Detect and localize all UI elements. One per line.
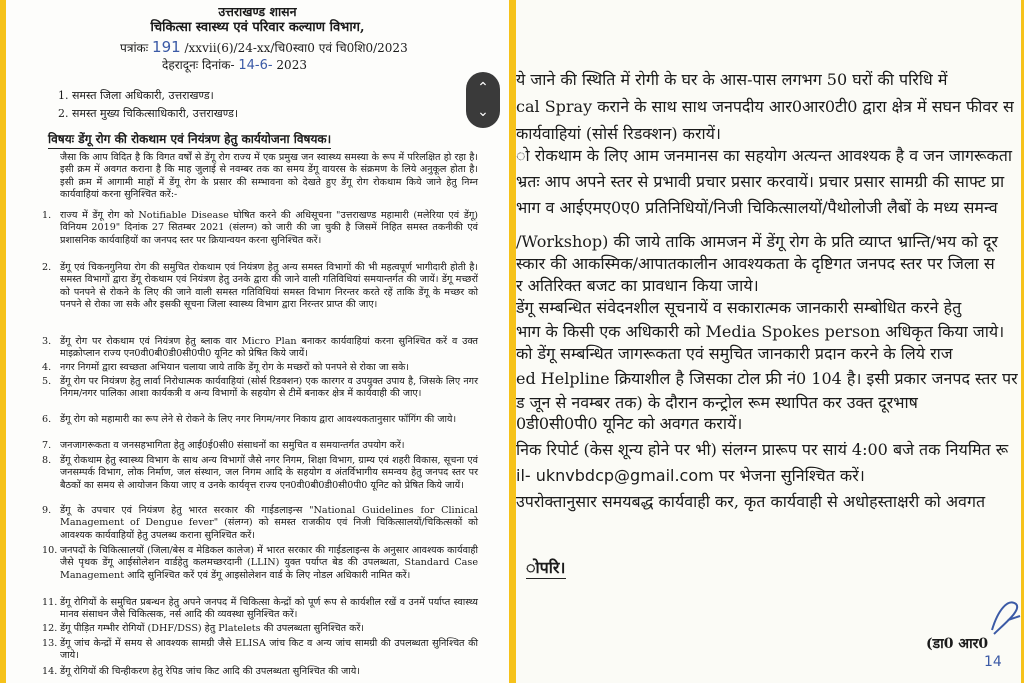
right-line: निक रिपोर्ट (केस शून्य होने पर भी) संलग्न प्रारूप पर सायं 4:00 बजे तक नियमित रू — [516, 440, 1009, 459]
item-number: 3. — [42, 336, 52, 347]
item-number: 7. — [42, 440, 52, 451]
chevron-down-icon[interactable]: ⌄ — [477, 104, 489, 120]
signatory-name: (डा0 आर0 — [926, 636, 989, 652]
right-line: र अतिरिक्त बजट का प्रावधान किया जाये। — [516, 276, 759, 295]
list-item — [42, 362, 478, 374]
right-line: भाग के किसी एक अधिकारी को Media Spokes person अधिकृत किया जाये। — [516, 322, 1005, 341]
item-text: डेंगू रोग को महामारी का रूप लेने से रोकने के लिए नगर निगम/नगर निकाय द्वारा आवश्यकतानुसार फॉगिंग की जाये। — [60, 414, 457, 425]
item-number: 14. — [42, 666, 58, 677]
item-number: 6. — [42, 414, 52, 425]
list-item — [42, 376, 478, 401]
item-text: डेंगू रोग पर नियंत्रण हेतु लार्वा निरोधात्मक कार्यवाहियां (सोर्स रिडक्शन) एक कारगर व उपयुक्त उपाय है, जिसके लिए नगर निगम/नगर पालिका आशा कार्यकत्री व अन्य विभागों के सहयोग से टीमें बनाकर क्षेत्र में कार्यवाही की जाए। — [60, 376, 478, 400]
date-year: 2023 — [276, 58, 307, 72]
list-item — [42, 336, 478, 361]
item-number: 9. — [42, 505, 52, 516]
item-number: 2. — [42, 262, 52, 273]
item-number: 1. — [42, 210, 52, 221]
addressee-1: 1. समस्त जिला अधिकारी, उत्तराखण्ड। — [58, 89, 214, 102]
right-line: उपरोक्तानुसार समयबद्ध कार्यवाही कर, कृत कार्यवाही से अधोहस्ताक्षरी को अवगत — [516, 492, 986, 511]
list-item — [42, 414, 478, 426]
date-prefix: देहरादूनः दिनांक- — [162, 58, 235, 72]
right-line: cal Spray कराने के साथ साथ जनपदीय आर0आर0टी0 द्वारा क्षेत्र में सघन फीवर स — [516, 97, 1014, 116]
ref-suffix: /xxvii(6)/24-xx/चि0स्वा0 एवं चि0शि0/2023 — [184, 41, 408, 55]
right-line: ड जून से नवम्बर तक) के दौरान कन्ट्रोल रूम स्थापित कर उक्त दूरभाष — [516, 393, 918, 412]
item-text: डेंगू एवं चिकनगुनिया रोग की समुचित रोकथाम एवं नियंत्रण हेतु अन्य समस्त विभागों की भी महत्वपूर्ण भागीदारी होती है। समस्त विभागों द्वारा डेंगू रोकथाम एवं नियंत्रण हेतु उनके द्वारा की जाने वाली गतिविधियां समयान्तर्गत की जायें। डेंगू मच्छरों को पनपने से रोकने के लिए की जाने वाली समस्त गतिविधियां समस्त विभाग निरन्तर करते रहें ताकि डेंगू के मच्छर को पनपने से रोका जा सके और इसकी सूचना जिला स्वास्थ्य विभाग द्वारा निरन्तर प्राप्त की जाए। — [60, 262, 478, 311]
list-item — [42, 545, 478, 582]
list-item — [42, 210, 478, 247]
item-number: 4. — [42, 362, 52, 373]
ref-number-handwritten: 191 — [152, 38, 181, 56]
date-line — [162, 56, 307, 73]
right-line: ये जाने की स्थिति में रोगी के घर के आस-पास लगभग 50 घरों की परिधि में — [516, 70, 948, 89]
item-number: 13. — [42, 638, 58, 649]
right-line: /Workshop) की जाये ताकि आमजन में डेंगू रोग के प्रति व्याप्त भ्रान्ति/भय को दूर — [516, 232, 998, 251]
list-item — [42, 623, 478, 635]
item-number: 11. — [42, 597, 58, 608]
department-header: चिकित्सा स्वास्थ्य एवं परिवार कल्याण विभाग, — [150, 20, 365, 35]
item-number: 8. — [42, 455, 52, 466]
item-text: डेंगू रोगियों के समुचित प्रबन्धन हेतु अपने जनपद में चिकित्सा केन्द्रों को पूर्ण रूप से कार्यशील रखें व उनमें पर्याप्त स्वास्थ्य मानव संसाधन जैसे चिकित्सक, नर्स आदि की व्यवस्था सुनिश्चित करें। — [60, 597, 478, 621]
item-text: डेंगू रोकथाम हेतु स्वास्थ्य विभाग के साथ अन्य विभागों जैसे नगर निगम, शिक्षा विभाग, ग्राम्य एवं शहरी विकास, सूचना एवं जनसम्पर्क विभाग, लोक निर्माण, जल संस्थान, जल निगम आदि के सहयोग व अंतर्विभागीय समन्वय हेतु जनपद स्तर पर बैठकों का समय से आयोजन किया जाए व उनके कार्यवृत्त राज्य एन0वी0बी0डी0सी0पी0 यूनिट को प्रेषित किये जायें। — [60, 455, 478, 491]
list-item — [42, 455, 478, 492]
ref-prefix: पत्रांकः — [120, 41, 149, 55]
right-line: डेंगू सम्बन्धित संवेदनशील सूचनायें व सकारात्मक जानकारी सम्बोधित करने हेतु — [516, 298, 962, 317]
list-item — [42, 597, 478, 622]
signature-mark — [986, 590, 1021, 640]
right-line: को डेंगू सम्बन्धित जागरूकता एवं समुचित जानकारी प्रदान करने के लिये राज — [516, 344, 953, 363]
addressee-2: 2. समस्त मुख्य चिकित्साधिकारी, उत्तराखण्ड। — [58, 107, 239, 120]
closing-text: ोपरि। — [526, 558, 566, 577]
chevron-up-icon[interactable]: ⌃ — [477, 80, 489, 96]
item-number: 5. — [42, 376, 52, 387]
item-number: 10. — [42, 545, 58, 556]
left-document-page — [6, 0, 509, 683]
right-line: ो रोकथाम के लिए आम जनमानस का सहयोग अत्यन्त आवश्यक है व जन जागरूकता — [516, 146, 1013, 165]
right-line: भाग व आईएमए0ए0 प्रतिनिधियों/निजी चिकित्सालयों/पैथोलोजी लैबों के मध्य समन्व — [516, 198, 998, 217]
right-line: कार्यवाहियां (सोर्स रिडक्शन) करायें। — [516, 124, 721, 143]
item-text: नगर निगमों द्वारा स्वच्छता अभियान चलाया जाये ताकि डेंगू रोग के मच्छरों को पनपने से रोका जा सके। — [60, 362, 409, 373]
page-navigation-control — [466, 72, 500, 128]
item-text: राज्य में डेंगू रोग को Notifiable Disease घोषित करने की अधिसूचना "उत्तराखण्ड महामारी (मलेरिया एवं डेंगू) विनियम 2019" दिनांक 27 सितम्बर 2021 (संलग्न) को जारी की जा चुकी है जिसमें निहित समस्त तकनीकी एवं प्रशासनिक कार्यवाहियों का जनपद स्तर पर क्रियान्वयन करना सुनिश्चित करें। — [60, 210, 478, 246]
list-item — [42, 505, 478, 542]
subject-line: विषयः डेंगू रोग की रोकथाम एवं नियंत्रण हेतु कार्ययोजना विषयक। — [48, 130, 331, 149]
item-text: डेंगू के उपचार एवं नियंत्रण हेतु भारत सरकार की गाईडलाइन्स "National Guidelines for Clinical Management of Dengue fever" (संलग्न) को समस्त राजकीय एवं निजी चिकित्सालयों/चिकित्सकों को आवश्यक कार्यवाहियों हेतु उपलब्ध कराना सुनिश्चित करें। — [60, 505, 478, 541]
intro-paragraph: जैसा कि आप विदित है कि विगत वर्षों से डेंगू रोग राज्य में एक प्रमुख जन स्वास्थ्य समस्या के रूप में परिलक्षित हो रहा है। इसी क्रम में अवगत कराना है कि माह जुलाई से नवम्बर तक का समय डेंगू वायरस के संक्रमण के लिये अनुकूल होता है। इसी क्रम में आगामी माहों में डेंगू रोग के प्रसार की सम्भावना को देखते हुए डेंगू रोग रोकथाम किये जाने हेतु निम्न कार्यवाहियां करना सुनिश्चित करें:- — [60, 152, 478, 201]
item-text: डेंगू रोग पर रोकथाम एवं नियंत्रण हेतु ब्लाक वार Micro Plan बनाकर कार्यवाहियां करना सुनिश्चित करें व उक्त माइक्रोप्लान राज्य एन0वी0बी0डी0सी0पी0 यूनिट को प्रेषित किये जायें। — [60, 336, 478, 360]
date-handwritten: 14-6- — [238, 58, 273, 73]
item-text: डेंगू पीड़ित गम्भीर रोगियों (DHF/DSS) हेतु Platelets की उपलब्धता सुनिश्चित करें। — [60, 623, 365, 634]
list-item — [42, 440, 478, 452]
reference-number-line — [120, 38, 408, 56]
item-text: डेंगू जांच केन्द्रों में समय से आवश्यक सामग्री जैसे ELISA जांच किट व अन्य जांच सामग्री की उपलब्धता सुनिश्चित की जाये। — [60, 638, 478, 662]
item-text: जनपदों के चिकित्सालयों (जिला/बेस व मेडिकल कालेज) में भारत सरकार की गाईडलाइन्स के अनुसार आवश्यक कार्यवाही जैसे पृथक डेंगू आईसोलेशन वार्डहेतु कलमच्छरदानी (LLIN) युक्त पर्याप्त बेड की उपलब्धता, Standard Case Management आदि सुनिश्चित करें एवं डेंगू आइसोलेशन वार्ड के लिए नोडल अधिकारी नामित करें। — [60, 545, 478, 581]
right-line: ed Helpline क्रियाशील है जिसका टोल फ्री नं0 104 है। इसी प्रकार जनपद स्तर पर — [516, 369, 1018, 388]
list-item — [42, 262, 478, 312]
handwritten-date-stamp: 14 — [984, 654, 1002, 670]
right-line: स्कार की आकस्मिक/आपातकालीन आवश्यकता के दृष्टिगत जनपद स्तर पर जिला स — [516, 254, 995, 273]
right-line: भ्रतः आप अपने स्तर से प्रभावी प्रचार प्रसार करवायें। प्रचार प्रसार सामग्री की साफ्ट प्रा — [516, 172, 1005, 191]
item-text: जनजागरूकता व जनसहभागिता हेतु आई0ई0सी0 संसाधनों का समुचित व समयान्तर्गत उपयोग करें। — [60, 440, 405, 451]
item-number: 12. — [42, 623, 58, 634]
list-item — [42, 666, 478, 678]
item-text: डेंगू रोगियों की चिन्हीकरण हेतु रेपिड जांच किट आदि की उपलब्धता सुनिश्चित की जाये। — [60, 666, 360, 677]
right-document-page — [516, 0, 1021, 683]
list-item — [42, 638, 478, 663]
right-line: 0डी0सी0पी0 यूनिट को अवगत करायें। — [516, 414, 743, 433]
right-line-email: il- uknvbdcp@gmail.com पर भेजना सुनिश्चित करें। — [516, 466, 865, 485]
govt-header: उत्तराखण्ड शासन — [218, 4, 297, 19]
